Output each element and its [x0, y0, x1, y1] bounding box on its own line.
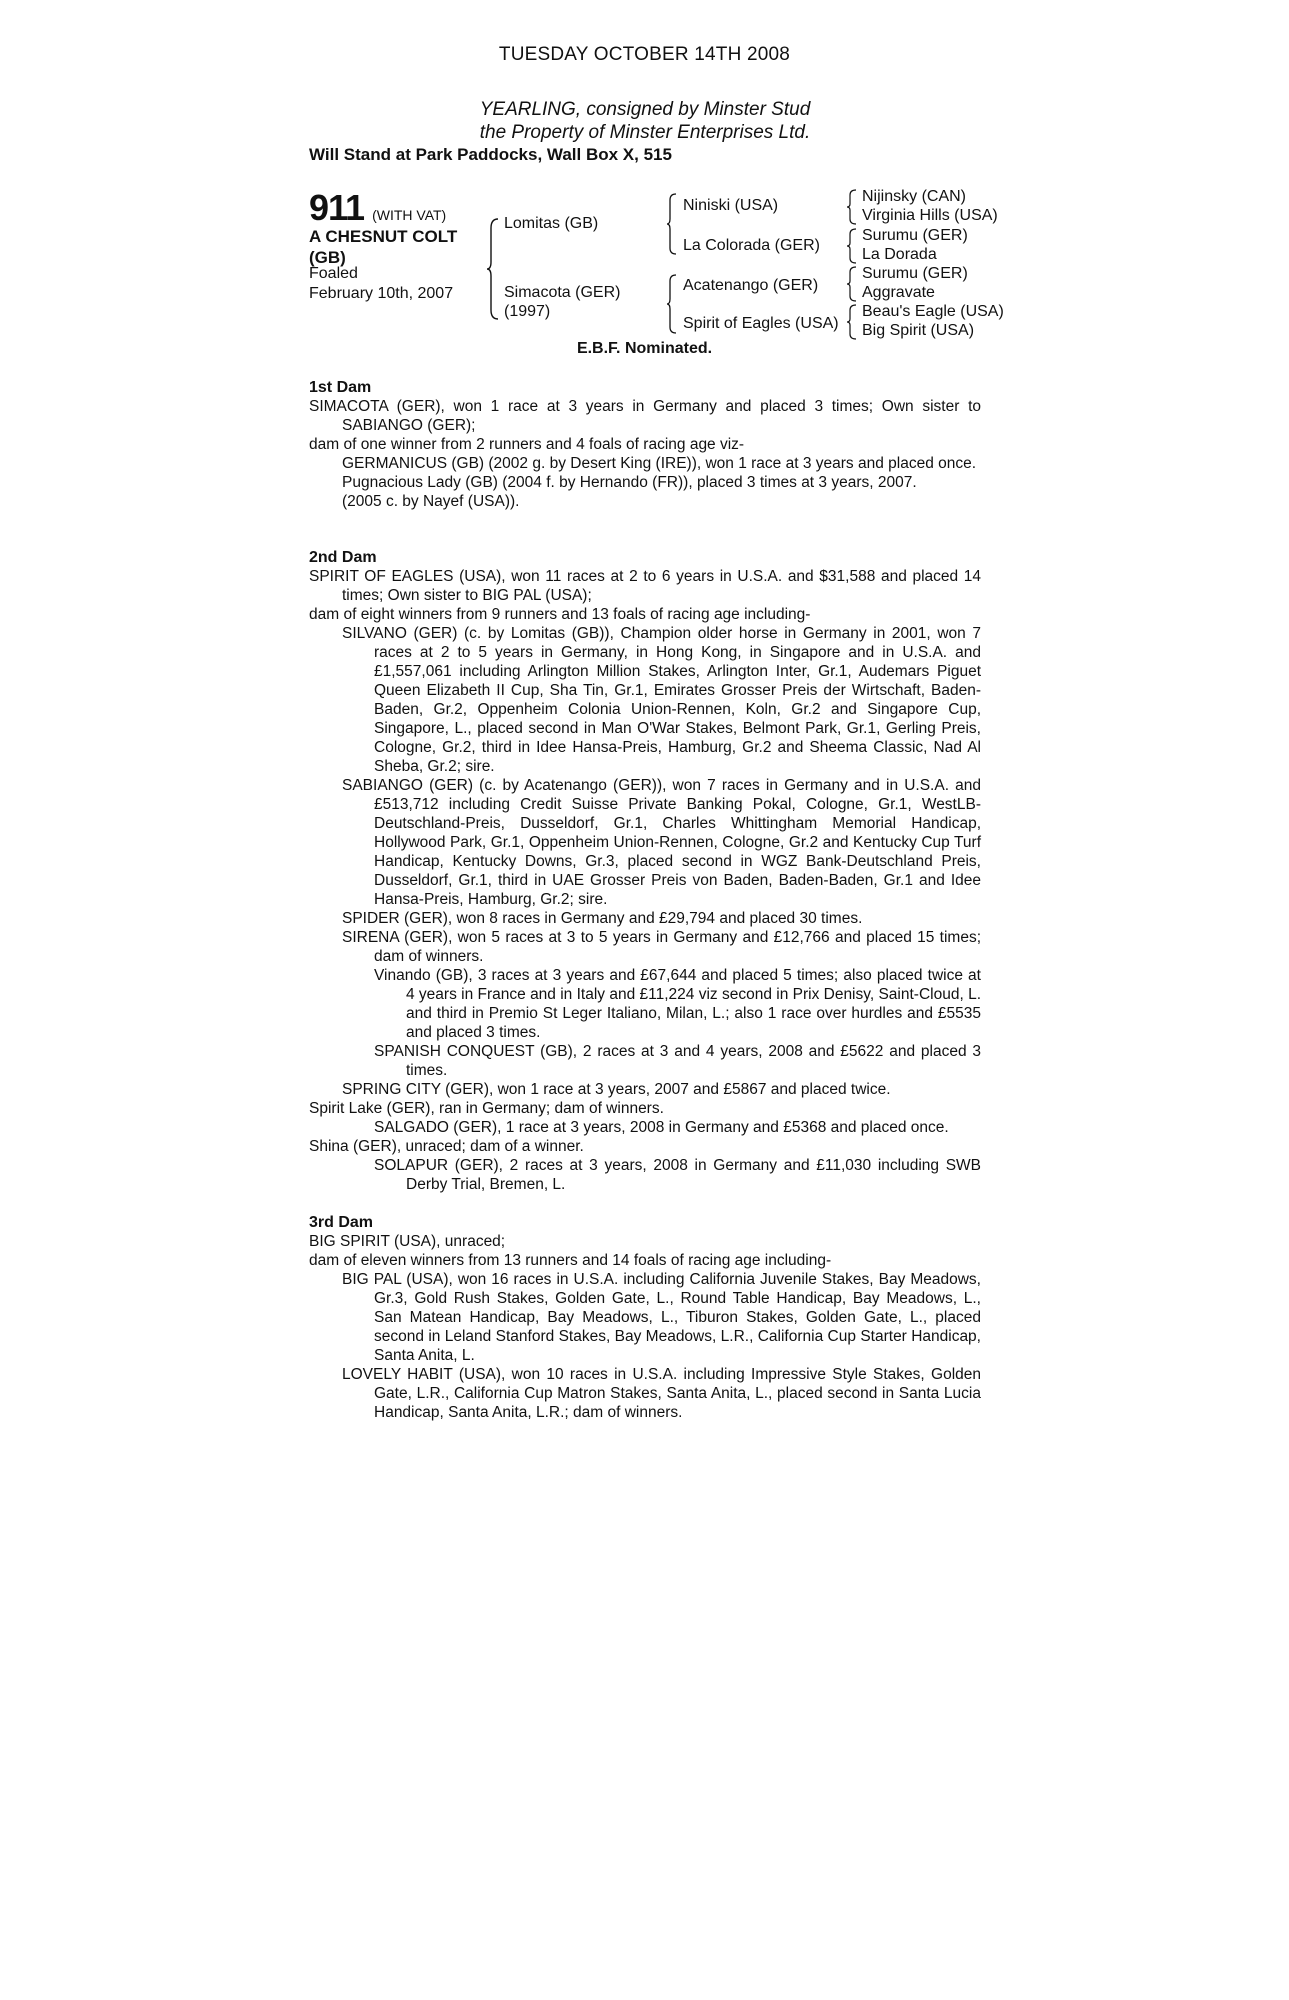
foaled-info [309, 264, 453, 304]
produce-sabiango: SABIANGO (GER) (c. by Acatenango (GER)), won 7 races in Germany and in U.S.A. and £513,712 including Credit Suisse Private Banking Pokal, Cologne, Gr.1, WestLB-Deutschland-Preis, Dusseldorf, Gr.1, Charles Whittingham Memorial Handicap, Hollywood Park, Gr.1, Oppenheim Union-Rennen, Cologne, Gr.2 and Kentucky Cup Turf Handicap, Kentucky Downs, Gr.3, placed second in WGZ Bank-Deutschland Preis, Dusseldorf, Gr.1, third in UAE Grosser Preis von Baden, Baden-Baden, Gr.1 and Idee Hansa-Preis, Hamburg, Gr.2; sire. [342, 777, 981, 908]
pedigree-g1: Nijinsky (CAN) [862, 188, 966, 205]
produce-spanish-conquest: SPANISH CONQUEST (GB), 2 races at 3 and 4 years, 2008 and £5622 and placed 3 times. [374, 1043, 981, 1079]
produce-shina: Shina (GER), unraced; dam of a winner. [309, 1138, 584, 1155]
pedigree-g4: La Dorada [862, 246, 937, 263]
produce-pugnacious-lady: Pugnacious Lady (GB) (2004 f. by Hernando (FR)), placed 3 times at 3 years, 2007. [342, 474, 917, 491]
pedigree-brace-g2 [846, 228, 858, 264]
second-dam-record: SPIRIT OF EAGLES (USA), won 11 races at 2 to 6 years in U.S.A. and $31,588 and placed 14 times; Own sister to BIG PAL (USA); [309, 568, 981, 604]
lot-number-block [309, 187, 446, 229]
pedigree-brace-g3 [846, 266, 858, 302]
horse-description [309, 226, 457, 268]
pedigree-sire-sire: Niniski (USA) [683, 197, 779, 214]
pedigree-g7: Beau's Eagle (USA) [862, 303, 1004, 320]
third-dam-heading: 3rd Dam [309, 1214, 374, 1231]
pedigree-sire-dam: La Colorada (GER) [683, 237, 820, 254]
stabling-location: Will Stand at Park Paddocks, Wall Box X, 515 [309, 145, 672, 164]
pedigree-dam-name: Simacota (GER) [504, 284, 621, 301]
pedigree-g8: Big Spirit (USA) [862, 322, 975, 339]
foaled-label: Foaled [309, 265, 358, 282]
sale-date: TUESDAY OCTOBER 14TH 2008 [498, 44, 791, 65]
pedigree-g3: Surumu (GER) [862, 227, 968, 244]
horse-description-line2: (GB) [309, 248, 346, 267]
produce-spring-city: SPRING CITY (GER), won 1 race at 3 years, 2007 and £5867 and placed twice. [342, 1081, 891, 1098]
produce-salgado: SALGADO (GER), 1 race at 3 years, 2008 in Germany and £5368 and placed once. [374, 1119, 949, 1136]
horse-description-line1: A CHESNUT COLT [309, 227, 458, 246]
produce-sirena: SIRENA (GER), won 5 races at 3 to 5 years in Germany and £12,766 and placed 15 times; dam of winners. [342, 929, 981, 965]
pedigree-dam-sire: Acatenango (GER) [683, 277, 819, 294]
first-dam-heading: 1st Dam [309, 379, 372, 396]
pedigree-dam-year: (1997) [504, 303, 551, 320]
produce-spirit-lake: Spirit Lake (GER), ran in Germany; dam of winners. [309, 1100, 664, 1117]
vat-note: (WITH VAT) [372, 207, 447, 223]
pedigree-g5: Surumu (GER) [862, 265, 968, 282]
second-dam-section [309, 548, 981, 1194]
produce-2005-colt: (2005 c. by Nayef (USA)). [342, 493, 520, 510]
foaled-date: February 10th, 2007 [309, 285, 454, 302]
third-dam-record: BIG SPIRIT (USA), unraced; [309, 1233, 506, 1250]
pedigree-brace-g1 [846, 189, 858, 225]
pedigree-brace-sire [666, 193, 678, 255]
third-dam-produce-summary: dam of eleven winners from 13 runners and 14 foals of racing age including- [309, 1252, 832, 1269]
pedigree-g6: Aggravate [862, 284, 935, 301]
consignor-line: YEARLING, consigned by Minster Stud [479, 99, 811, 120]
produce-lovely-habit: LOVELY HABIT (USA), won 10 races in U.S.A. including Impressive Style Stakes, Golden Gate, L.R., California Cup Matron Stakes, Santa Anita, L., placed second in Santa Lucia Handicap, Santa Anita, L.R.; dam of winners. [342, 1366, 981, 1421]
first-dam-produce-summary: dam of one winner from 2 runners and 4 foals of racing age viz- [309, 436, 745, 453]
first-dam-section [309, 378, 981, 511]
produce-vinando: Vinando (GB), 3 races at 3 years and £67,644 and placed 5 times; also placed twice at 4 years in France and in Italy and £11,224 viz second in Prix Denisy, Saint-Cloud, L. and third in Premio St Leger Italiano, Milan, L.; also 1 race over hurdles and £5535 and placed 3 times. [374, 967, 981, 1041]
ebf-nomination: E.B.F. Nominated. [576, 340, 713, 357]
third-dam-section [309, 1213, 981, 1422]
produce-big-pal: BIG PAL (USA), won 16 races in U.S.A. including California Juvenile Stakes, Bay Meadows, Gr.3, Gold Rush Stakes, Golden Gate, L., Round Table Handicap, Bay Meadows, L., San Matean Handicap, Bay Meadows, L., Tiburon Stakes, Golden Gate, L., placed second in Leland Stanford Stakes, Bay Meadows, L.R., California Cup Starter Handicap, Santa Anita, L. [342, 1271, 981, 1364]
first-dam-record: SIMACOTA (GER), won 1 race at 3 years in Germany and placed 3 times; Own sister to SABIANGO (GER); [309, 398, 981, 434]
pedigree-dam [504, 283, 620, 321]
produce-germanicus: GERMANICUS (GB) (2002 g. by Desert King (IRE)), won 1 race at 3 years and placed once. [342, 455, 977, 472]
pedigree-brace-dam [666, 274, 678, 334]
pedigree-g2: Virginia Hills (USA) [862, 207, 998, 224]
produce-silvano: SILVANO (GER) (c. by Lomitas (GB)), Champion older horse in Germany in 2001, won 7 races at 2 to 5 years in Germany, in Hong Kong, in Singapore and in U.S.A. and £1,557,061 including Arlington Million Stakes, Arlington Inter, Gr.1, Audemars Piguet Queen Elizabeth II Cup, Sha Tin, Gr.1, Emirates Grosser Preis der Wirtschaft, Baden-Baden, Gr.2, Oppenheim Colonia Union-Rennen, Koln, Gr.2 and Singapore Cup, Singapore, L., placed second in Man O'War Stakes, Belmont Park, Gr.1, Gerling Preis, Cologne, Gr.2, third in Idee Hansa-Preis, Hamburg, Gr.2 and Sheema Classic, Nad Al Sheba, Gr.2; sire. [342, 625, 981, 775]
second-dam-heading: 2nd Dam [309, 549, 377, 566]
property-line: the Property of Minster Enterprises Ltd. [479, 122, 811, 143]
pedigree-dam-dam: Spirit of Eagles (USA) [683, 315, 839, 332]
produce-solapur: SOLAPUR (GER), 2 races at 3 years, 2008 in Germany and £11,030 including SWB Derby Trial, Bremen, L. [374, 1157, 981, 1193]
second-dam-produce-summary: dam of eight winners from 9 runners and 13 foals of racing age including- [309, 606, 811, 623]
pedigree-brace-g4 [846, 304, 858, 340]
pedigree-brace-gen1 [486, 218, 500, 320]
produce-spider: SPIDER (GER), won 8 races in Germany and £29,794 and placed 30 times. [342, 910, 863, 927]
pedigree-sire: Lomitas (GB) [504, 215, 599, 232]
lot-number: 911 [309, 187, 365, 228]
consignment-info [475, 98, 815, 144]
